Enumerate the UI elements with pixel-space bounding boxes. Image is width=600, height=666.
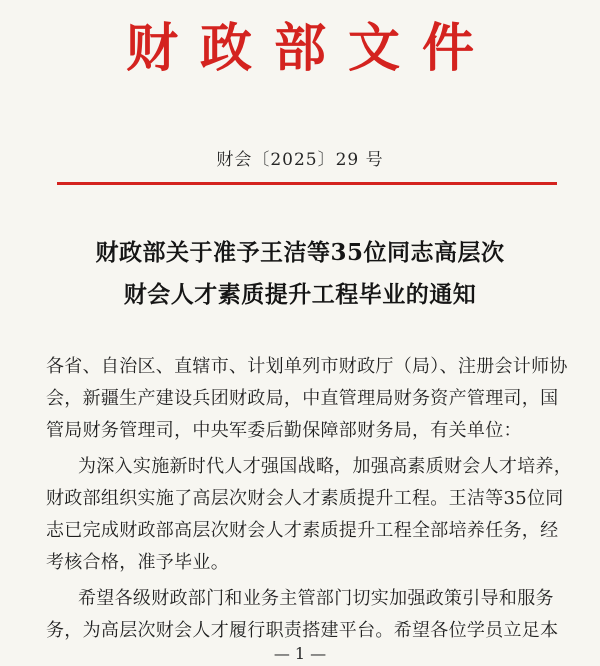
- body-paragraph-2-line-1: 希望各级财政部门和业务主管部门切实加强政策引导和服务: [78, 588, 554, 609]
- document-title-line-2: 财会人才素质提升工程毕业的通知: [123, 281, 477, 308]
- body-paragraph-1-line-2: 财政部组织实施了高层次财会人才素质提升工程。王洁等35位同: [46, 488, 564, 509]
- page-number: — 1 —: [273, 644, 327, 663]
- recipients-line-3: 管局财务管理司，中央军委后勤保障部财务局，有关单位：: [46, 420, 522, 441]
- document-title-line-1: 财政部关于准予王洁等35位同志高层次: [95, 239, 505, 266]
- body-paragraph-1-line-1: 为深入实施新时代人才强国战略，加强高素质财会人才培养，: [78, 456, 573, 477]
- body-paragraph-2-line-2: 务，为高层次财会人才履行职责搭建平台。希望各位学员立足本: [46, 620, 559, 641]
- body-paragraph-1-line-3: 志已完成财政部高层次财会人才素质提升工程全部培养任务，经: [46, 520, 559, 541]
- recipients-line-1: 各省、自治区、直辖市、计划单列市财政厅（局）、注册会计师协: [46, 356, 568, 377]
- body-paragraph-1-line-4: 考核合格，准予毕业。: [46, 552, 229, 573]
- recipients-line-2: 会，新疆生产建设兵团财政局，中直管理局财务资产管理司，国: [46, 388, 559, 409]
- document-number: 财会〔2025〕29 号: [216, 150, 384, 170]
- red-divider-line: [57, 182, 557, 185]
- document-header: 财政部文件: [125, 18, 496, 79]
